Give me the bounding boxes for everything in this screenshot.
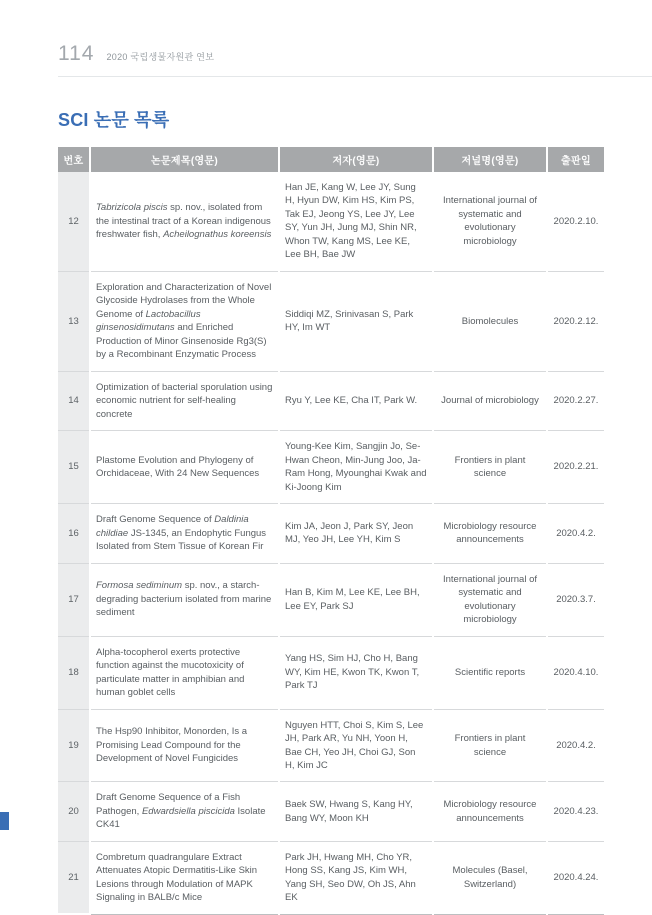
authors-cell: Baek SW, Hwang S, Kang HY, Bang WY, Moon KH (280, 782, 432, 841)
row-number-cell: 21 (58, 842, 89, 915)
row-number-cell: 14 (58, 372, 89, 431)
publish-date-cell: 2020.2.21. (548, 431, 604, 504)
table-body (58, 172, 604, 915)
row-number-cell: 13 (58, 272, 89, 372)
row-number-cell: 15 (58, 431, 89, 504)
authors-cell: Ryu Y, Lee KE, Cha IT, Park W. (280, 372, 432, 431)
publish-date-cell: 2020.3.7. (548, 564, 604, 637)
paper-title-cell: The Hsp90 Inhibitor, Monorden, Is a Promising Lead Compound for the Development of Novel Fungicides (91, 710, 278, 783)
publish-date-cell: 2020.4.24. (548, 842, 604, 915)
page-number: 114 (58, 42, 95, 65)
journal-cell: Molecules (Basel, Switzerland) (434, 842, 546, 915)
row-number-cell: 20 (58, 782, 89, 841)
sci-papers-table (56, 147, 606, 915)
authors-cell: Yang HS, Sim HJ, Cho H, Bang WY, Kim HE, Kwon TK, Kwon T, Park TJ (280, 637, 432, 710)
authors-cell: Young-Kee Kim, Sangjin Jo, Se-Hwan Cheon, Min-Jung Joo, Ja-Ram Hong, Myounghai Kwak and Ki-Joong Kim (280, 431, 432, 504)
paper-row (58, 637, 604, 710)
column-header-number: 번호 (58, 147, 89, 172)
journal-cell: Frontiers in plant science (434, 710, 546, 783)
paper-title-cell: Alpha-tocopherol exerts protective function against the mucotoxicity of particulate matter in amphibian and human goblet cells (91, 637, 278, 710)
paper-title-cell: Draft Genome Sequence of Daldinia childiae JS-1345, an Endophytic Fungus Isolated from Stem Tissue of Korean Fir (91, 504, 278, 563)
publish-date-cell: 2020.4.2. (548, 710, 604, 783)
journal-cell: Biomolecules (434, 272, 546, 372)
paper-row (58, 431, 604, 504)
paper-title-cell: Draft Genome Sequence of a Fish Pathogen, Edwardsiella piscicida Isolate CK41 (91, 782, 278, 841)
row-number-cell: 17 (58, 564, 89, 637)
paper-row (58, 372, 604, 431)
table-header-row (58, 147, 604, 172)
paper-row (58, 710, 604, 783)
paper-title-cell: Tabrizicola piscis sp. nov., isolated from the intestinal tract of a Korean indigenous freshwater fish, Acheilognathus koreensis (91, 172, 278, 272)
publish-date-cell: 2020.2.12. (548, 272, 604, 372)
page-edge-tab (0, 812, 9, 830)
paper-row (58, 782, 604, 841)
paper-row (58, 504, 604, 563)
journal-cell: Frontiers in plant science (434, 431, 546, 504)
publish-date-cell: 2020.2.27. (548, 372, 604, 431)
paper-row (58, 272, 604, 372)
journal-cell: International journal of systematic and evolutionary microbiology (434, 564, 546, 637)
column-header-journal: 저널명(영문) (434, 147, 546, 172)
sci-papers-table-container (56, 147, 599, 915)
authors-cell: Han JE, Kang W, Lee JY, Sung H, Hyun DW, Kim HS, Kim PS, Tak EJ, Jeong YS, Lee JY, Lee SY, Yun JH, Jung MJ, Shin NR, Whon TW, Kang MS, Lee KE, Lee BH, Bae JW (280, 172, 432, 272)
column-header-paper-title: 논문제목(영문) (91, 147, 278, 172)
journal-cell: Scientific reports (434, 637, 546, 710)
authors-cell: Kim JA, Jeon J, Park SY, Jeon MJ, Yeo JH, Lee YH, Kim S (280, 504, 432, 563)
publish-date-cell: 2020.2.10. (548, 172, 604, 272)
publish-date-cell: 2020.4.10. (548, 637, 604, 710)
publish-date-cell: 2020.4.23. (548, 782, 604, 841)
paper-title-cell: Plastome Evolution and Phylogeny of Orchidaceae, With 24 New Sequences (91, 431, 278, 504)
paper-row (58, 172, 604, 272)
journal-cell: International journal of systematic and evolutionary microbiology (434, 172, 546, 272)
authors-cell: Nguyen HTT, Choi S, Kim S, Lee JH, Park AR, Yu NH, Yoon H, Bae CH, Yeo JH, Choi GJ, Son H, Kim JC (280, 710, 432, 783)
row-number-cell: 18 (58, 637, 89, 710)
paper-title-cell: Optimization of bacterial sporulation using economic nutrient for self-healing concrete (91, 372, 278, 431)
page-header (58, 42, 214, 66)
row-number-cell: 12 (58, 172, 89, 272)
paper-title-cell: Exploration and Characterization of Novel Glycoside Hydrolases from the Whole Genome of Lactobacillus ginsenosidimutans and Enriched Production of Minor Ginsenoside Rg3(S) by a Recombinant Enzymatic Process (91, 272, 278, 372)
column-header-authors: 저자(영문) (280, 147, 432, 172)
section-title: SCI 논문 목록 (58, 110, 170, 130)
report-title: 2020 국립생물자원관 연보 (106, 52, 215, 62)
column-header-publish-date: 출판일 (548, 147, 604, 172)
paper-row (58, 564, 604, 637)
authors-cell: Park JH, Hwang MH, Cho YR, Hong SS, Kang JS, Kim WH, Yang SH, Seo DW, Oh JS, Ahn EK (280, 842, 432, 915)
authors-cell: Han B, Kim M, Lee KE, Lee BH, Lee EY, Park SJ (280, 564, 432, 637)
authors-cell: Siddiqi MZ, Srinivasan S, Park HY, Im WT (280, 272, 432, 372)
row-number-cell: 16 (58, 504, 89, 563)
paper-title-cell: Combretum quadrangulare Extract Attenuates Atopic Dermatitis-Like Skin Lesions through Modulation of MAPK Signaling in BALB/c Mice (91, 842, 278, 915)
publish-date-cell: 2020.4.2. (548, 504, 604, 563)
journal-cell: Microbiology resource announcements (434, 504, 546, 563)
journal-cell: Journal of microbiology (434, 372, 546, 431)
paper-row (58, 842, 604, 915)
journal-cell: Microbiology resource announcements (434, 782, 546, 841)
row-number-cell: 19 (58, 710, 89, 783)
paper-title-cell: Formosa sediminum sp. nov., a starch-degrading bacterium isolated from marine sediment (91, 564, 278, 637)
header-divider (58, 76, 652, 77)
